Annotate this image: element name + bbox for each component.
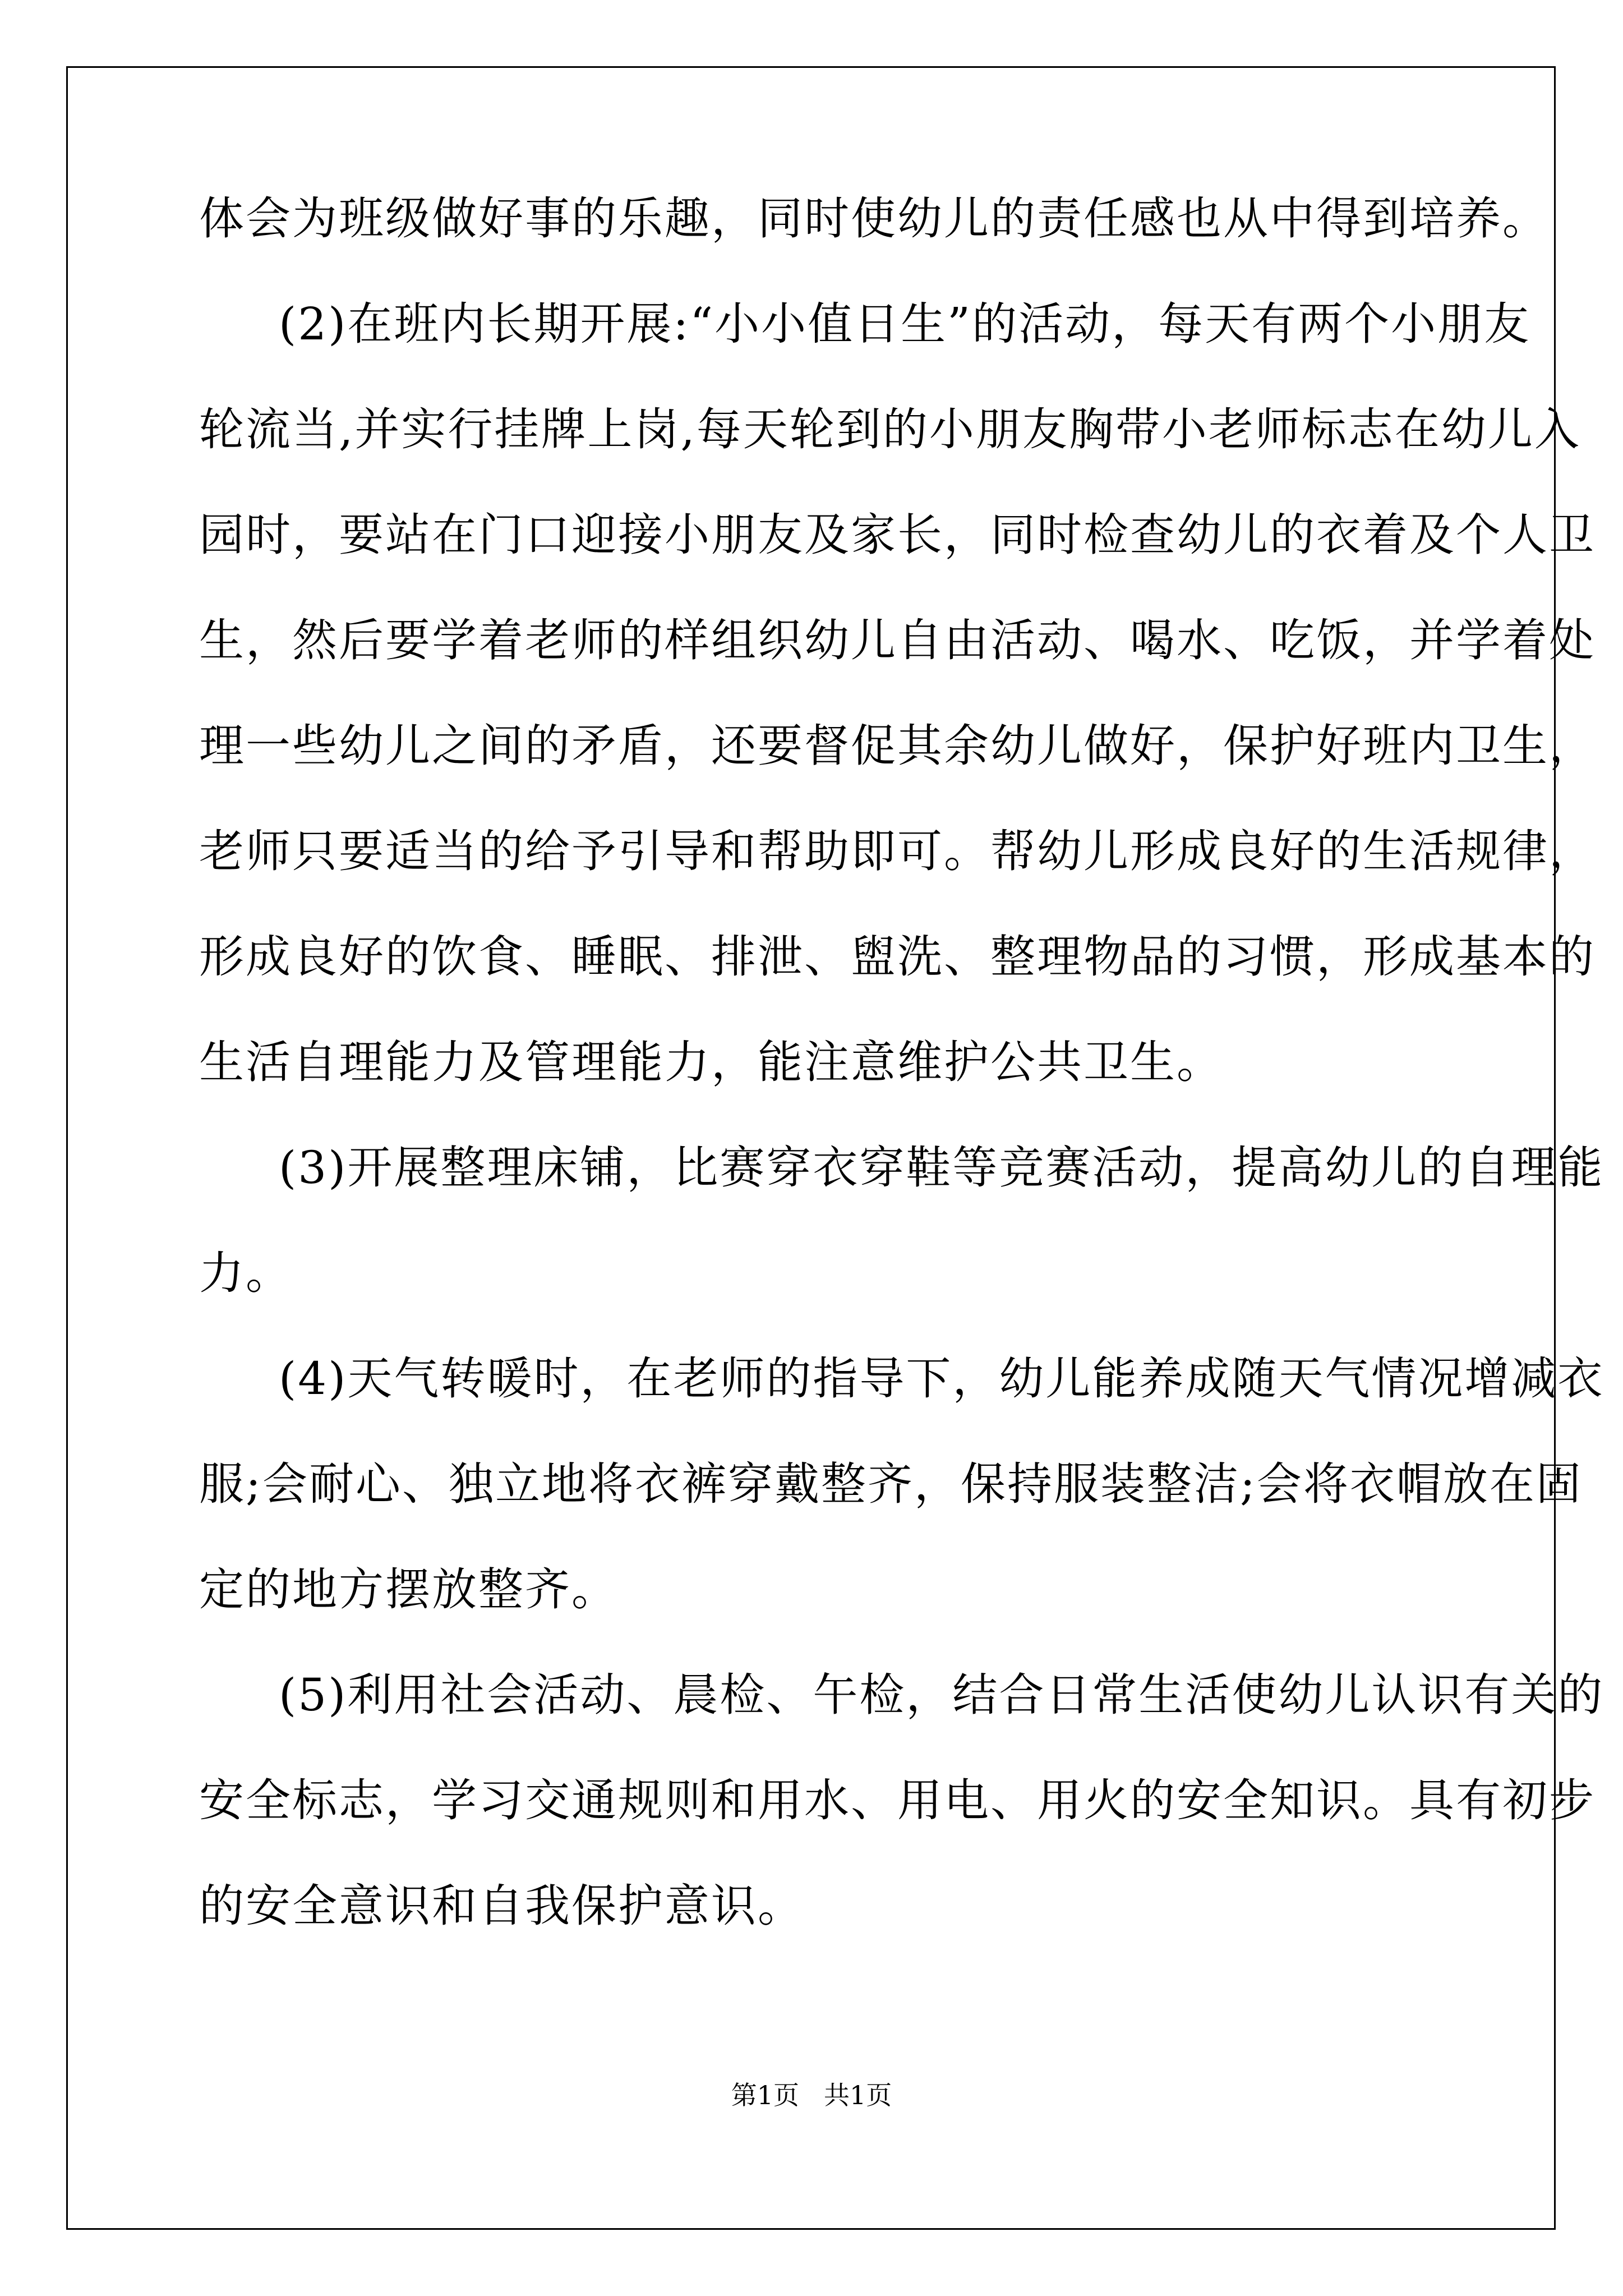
paragraph-start: (2)在班内长期开展:“小小值日生”的活动，每天有两个小朋友 — [279, 298, 1531, 350]
text-line: 服;会耐心、独立地将衣裤穿戴整齐，保持服装整洁;会将衣帽放在固 — [199, 1458, 1583, 1510]
text-line: 生活自理能力及管理能力，能注意维护公共卫生。 — [199, 1036, 1223, 1088]
text-line: 体会为班级做好事的乐趣，同时使幼儿的责任感也从中得到培养。 — [199, 192, 1549, 245]
paragraph-start: (3)开展整理床铺，比赛穿衣穿鞋等竞赛活动，提高幼儿的自理能 — [279, 1142, 1604, 1194]
page-total: 共1页 — [823, 2080, 892, 2110]
text-line: 安全标志，学习交通规则和用水、用电、用火的安全知识。具有初步 — [199, 1774, 1596, 1826]
text-line: 力。 — [199, 1247, 292, 1299]
text-line: 老师只要适当的给予引导和帮助即可。帮幼儿形成良好的生活规律， — [199, 825, 1596, 877]
paragraph-start: (4)天气转暖时，在老师的指导下，幼儿能养成随天气情况增减衣 — [279, 1352, 1604, 1405]
page-footer — [0, 2078, 1623, 2112]
text-line: 园时，要站在门口迎接小朋友及家长，同时检查幼儿的衣着及个人卫 — [199, 509, 1596, 561]
page-number: 第1页 — [731, 2080, 800, 2110]
text-line: 形成良好的饮食、睡眠、排泄、盥洗、整理物品的习惯，形成基本的 — [199, 931, 1596, 983]
paragraph-start: (5)利用社会活动、晨检、午检，结合日常生活使幼儿认识有关的 — [279, 1669, 1604, 1721]
text-line: 轮流当,并实行挂牌上岗,每天轮到的小朋友胸带小老师标志在幼儿入 — [199, 403, 1581, 455]
text-line: 定的地方摆放整齐。 — [199, 1563, 618, 1616]
text-line: 生，然后要学着老师的样组织幼儿自由活动、喝水、吃饭，并学着处 — [199, 614, 1596, 666]
text-line: 的安全意识和自我保护意识。 — [199, 1880, 804, 1932]
text-line: 理一些幼儿之间的矛盾，还要督促其余幼儿做好，保护好班内卫生， — [199, 720, 1596, 772]
